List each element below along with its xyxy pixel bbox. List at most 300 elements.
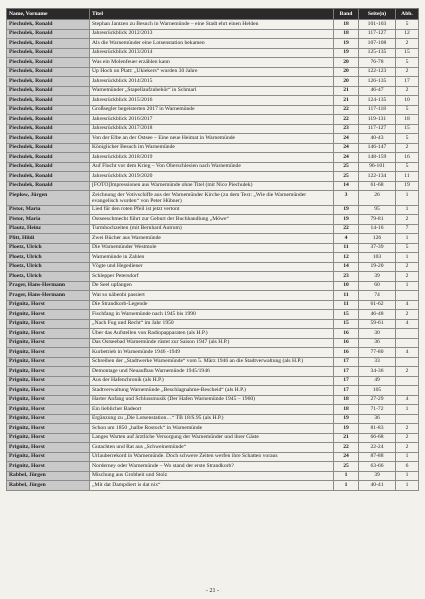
table-row (7, 153, 419, 163)
cell-title: Mischung aus Grobheit und Stolz (90, 471, 334, 481)
cell-figures: 2 (396, 443, 419, 453)
cell-author-name: Prignitz, Horst (7, 424, 90, 434)
cell-author-name: Piechulek, Ronald (7, 58, 90, 68)
cell-figures (396, 414, 419, 424)
cell-author-name: Piechulek, Ronald (7, 29, 90, 39)
cell-author-name: Prager, Hans-Hermann (7, 291, 90, 301)
cell-figures: 2 (396, 424, 419, 434)
cell-band: 24 (334, 452, 359, 462)
cell-band: 19 (334, 414, 359, 424)
cell-title: Jahresrückblick 2012/2013 (90, 29, 334, 39)
cell-figures: 5 (396, 105, 419, 115)
table-row (7, 77, 419, 87)
table-row (7, 357, 419, 367)
table-row (7, 172, 419, 182)
cell-figures (396, 386, 419, 396)
cell-figures (396, 338, 419, 348)
cell-author-name: Prignitz, Horst (7, 329, 90, 339)
table-row (7, 58, 419, 68)
cell-pages: 46-47 (359, 86, 396, 96)
cell-title: Die Strandkorb-Legende (90, 300, 334, 310)
cell-title: Warnemünder „Stapellaufzubehör“ in Schmarl (90, 86, 334, 96)
cell-band: 15 (334, 319, 359, 329)
cell-pages: 63-66 (359, 462, 396, 472)
cell-pages: 27-29 (359, 395, 396, 405)
cell-figures: 1 (396, 191, 419, 206)
cell-title: Ein lieblicher Badeort (90, 405, 334, 415)
table-row (7, 338, 419, 348)
cell-title: Lied für den roten Pfeil ist jetzt vertont (90, 205, 334, 215)
table-row (7, 319, 419, 329)
cell-title: Ostseeschmecht führt zur Geburt der Buchhandlung „Möwe“ (90, 215, 334, 225)
cell-figures: 18 (396, 115, 419, 125)
cell-figures: 5 (396, 243, 419, 253)
cell-pages: 74 (359, 291, 396, 301)
cell-title: Als die Warnemünder eine Lotsenstation bekamen (90, 39, 334, 49)
cell-pages: 126 (359, 234, 396, 244)
table-row (7, 181, 419, 191)
cell-author-name: Piechulek, Ronald (7, 153, 90, 163)
cell-pages: 30 (359, 329, 396, 339)
cell-band: 24 (334, 134, 359, 144)
cell-pages: 40-43 (359, 134, 396, 144)
cell-pages: 117-127 (359, 124, 396, 134)
cell-title: Jahresrückblick 2017/2018 (90, 124, 334, 134)
cell-pages: 96-101 (359, 162, 396, 172)
cell-title: Großsegler begeisterten 2017 in Warnemünde (90, 105, 334, 115)
cell-author-name: Prignitz, Horst (7, 367, 90, 377)
cell-title: Schreiben der „Stadtwerke Warnemünde“ vom 5. März 1946 an die Stadtverwaltung (als H.P.) (90, 357, 334, 367)
cell-band: 24 (334, 143, 359, 153)
table-row (7, 86, 419, 96)
cell-band: 11 (334, 291, 359, 301)
cell-pages: 40-41 (359, 481, 396, 491)
cell-title: „Nach Fug und Recht“ im Jahr 1950 (90, 319, 334, 329)
cell-title: Kurbetrieb in Warnemünde 1946 -1949 (90, 348, 334, 358)
cell-title: Jahresrückblick 2019/2020 (90, 172, 334, 182)
cell-pages: 34-36 (359, 367, 396, 377)
cell-figures: 2 (396, 39, 419, 49)
cell-figures: 1 (396, 205, 419, 215)
cell-title: [FOTO]Impressionen aus Warnemünde ohne Titel (mit Nico Piechulek) (90, 181, 334, 191)
table-row (7, 253, 419, 263)
cell-figures: 15 (396, 124, 419, 134)
header-figures: Abb. (396, 9, 419, 20)
table-row (7, 471, 419, 481)
cell-band: 25 (334, 162, 359, 172)
cell-band: 4 (334, 234, 359, 244)
cell-figures: 6 (396, 462, 419, 472)
cell-figures: 2 (396, 67, 419, 77)
table-row (7, 96, 419, 106)
cell-title: Aus der Hafenchronik (als H.P.) (90, 376, 334, 386)
cell-figures: 2 (396, 272, 419, 282)
cell-title: Schlepper Petersdorf (90, 272, 334, 282)
cell-band: 22 (334, 224, 359, 234)
cell-title: Vögte und Hegediener (90, 262, 334, 272)
cell-author-name: Piechulek, Ronald (7, 96, 90, 106)
cell-author-name: Prignitz, Horst (7, 386, 90, 396)
cell-band: 22 (334, 443, 359, 453)
table-row (7, 205, 419, 215)
cell-title: Turmhochzeiten (mit Bernhard Autrum) (90, 224, 334, 234)
table-row (7, 162, 419, 172)
cell-pages: 49 (359, 376, 396, 386)
table-row (7, 291, 419, 301)
cell-author-name: Prignitz, Horst (7, 414, 90, 424)
table-row (7, 262, 419, 272)
cell-author-name: Prignitz, Horst (7, 376, 90, 386)
cell-pages: 46-48 (359, 310, 396, 320)
cell-pages: 19-20 (359, 262, 396, 272)
cell-figures: 2 (396, 143, 419, 153)
cell-figures: 1 (396, 471, 419, 481)
cell-title: Langes Warten auf ärztliche Versorgung der Warnemünder und ihrer Gäste (90, 433, 334, 443)
table-row (7, 414, 419, 424)
author-index-table (6, 8, 419, 491)
cell-figures: 2 (396, 215, 419, 225)
table-row (7, 29, 419, 39)
cell-author-name: Prignitz, Horst (7, 452, 90, 462)
table-row (7, 481, 419, 491)
cell-figures: 2 (396, 86, 419, 96)
cell-pages: 71-72 (359, 405, 396, 415)
cell-band: 16 (334, 338, 359, 348)
cell-author-name: Pistor, Maria (7, 205, 90, 215)
cell-pages: 146-147 (359, 143, 396, 153)
cell-band: 12 (334, 253, 359, 263)
table-row (7, 105, 419, 115)
cell-author-name: Prignitz, Horst (7, 310, 90, 320)
table-row (7, 124, 419, 134)
cell-band: 10 (334, 281, 359, 291)
cell-title: De Seel upfangen (90, 281, 334, 291)
cell-author-name: Piechulek, Ronald (7, 172, 90, 182)
cell-band: 1 (334, 481, 359, 491)
cell-pages: 122-134 (359, 172, 396, 182)
cell-author-name: Ploetz, Ulrich (7, 272, 90, 282)
cell-figures: 2 (396, 262, 419, 272)
cell-figures: 19 (396, 181, 419, 191)
table-row (7, 386, 419, 396)
table-header-row (7, 9, 419, 20)
table-row (7, 191, 419, 206)
cell-author-name: Prignitz, Horst (7, 443, 90, 453)
cell-figures: 7 (396, 224, 419, 234)
cell-author-name: Piechulek, Ronald (7, 181, 90, 191)
cell-pages: 39 (359, 471, 396, 481)
cell-title: Demontage und Neuaufbau Warnemünde 1945/1946 (90, 367, 334, 377)
cell-pages: 36 (359, 414, 396, 424)
cell-author-name: Piechulek, Ronald (7, 77, 90, 87)
cell-band: 20 (334, 58, 359, 68)
cell-author-name: Prignitz, Horst (7, 405, 90, 415)
table-row (7, 300, 419, 310)
cell-figures: 16 (396, 153, 419, 163)
cell-author-name: Piechulek, Ronald (7, 115, 90, 125)
cell-author-name: Piechulek, Ronald (7, 67, 90, 77)
cell-band: 22 (334, 105, 359, 115)
table-body (7, 20, 419, 491)
cell-title: Norderney oder Warnemünde – Wo stand der erste Strandkorb? (90, 462, 334, 472)
table-row (7, 367, 419, 377)
cell-pages: 79-81 (359, 215, 396, 225)
cell-author-name: Ploetz, Ulrich (7, 253, 90, 263)
cell-pages: 66-68 (359, 433, 396, 443)
cell-figures: 4 (396, 348, 419, 358)
cell-band: 20 (334, 77, 359, 87)
cell-pages: 33 (359, 357, 396, 367)
table-row (7, 115, 419, 125)
cell-figures: 11 (396, 172, 419, 182)
cell-band: 25 (334, 172, 359, 182)
table-row (7, 134, 419, 144)
cell-title: Jahresrückblick 2014/2015 (90, 77, 334, 87)
cell-pages: 61-62 (359, 300, 396, 310)
cell-figures: 5 (396, 134, 419, 144)
table-row (7, 462, 419, 472)
cell-author-name: Prignitz, Horst (7, 357, 90, 367)
cell-pages: 37-39 (359, 243, 396, 253)
header-title: Titel (90, 9, 334, 20)
cell-author-name: Piechulek, Ronald (7, 39, 90, 49)
cell-author-name: Prignitz, Horst (7, 300, 90, 310)
cell-title: „Mit dat Dampdiert is dat nix“ (90, 481, 334, 491)
cell-author-name: Prignitz, Horst (7, 348, 90, 358)
cell-author-name: Plitt, Hildi (7, 234, 90, 244)
cell-pages: 103 (359, 253, 396, 263)
cell-author-name: Pieplow, Jürgen (7, 191, 90, 206)
cell-pages: 26 (359, 191, 396, 206)
cell-figures: 1 (396, 481, 419, 491)
cell-title: Stephan Jantzen zu Besuch in Warnemünde – eine Stadt ehrt einen Helden (90, 20, 334, 30)
cell-band: 18 (334, 405, 359, 415)
cell-band: 17 (334, 367, 359, 377)
cell-band: 18 (334, 395, 359, 405)
cell-band: 19 (334, 205, 359, 215)
cell-band: 3 (334, 191, 359, 206)
cell-author-name: Piechulek, Ronald (7, 20, 90, 30)
table-row (7, 310, 419, 320)
cell-figures (396, 357, 419, 367)
cell-pages: 59-61 (359, 319, 396, 329)
cell-pages: 148-159 (359, 153, 396, 163)
table-row (7, 452, 419, 462)
cell-figures: 4 (396, 300, 419, 310)
cell-band: 17 (334, 386, 359, 396)
table-row (7, 243, 419, 253)
cell-band: 23 (334, 124, 359, 134)
cell-pages: 81-83 (359, 424, 396, 434)
cell-figures (396, 329, 419, 339)
cell-band: 18 (334, 29, 359, 39)
cell-title: Königlicher Besuch im Warnemünde (90, 143, 334, 153)
cell-band: 19 (334, 48, 359, 58)
table-row (7, 348, 419, 358)
cell-title: Das Ostseebad Warnemünde rüstet zur Saison 1947 (als H.P.) (90, 338, 334, 348)
cell-figures: 15 (396, 48, 419, 58)
cell-band: 15 (334, 310, 359, 320)
cell-figures: 12 (396, 29, 419, 39)
cell-figures: 10 (396, 96, 419, 106)
cell-figures: 5 (396, 58, 419, 68)
cell-pages: 126-135 (359, 77, 396, 87)
cell-band: 17 (334, 357, 359, 367)
cell-author-name: Piechulek, Ronald (7, 86, 90, 96)
cell-figures: 2 (396, 310, 419, 320)
header-name: Name, Vorname (7, 9, 90, 20)
cell-band: 19 (334, 215, 359, 225)
cell-pages: 76-78 (359, 58, 396, 68)
cell-band: 11 (334, 300, 359, 310)
cell-author-name: Prager, Hans-Hermann (7, 281, 90, 291)
cell-author-name: Prignitz, Horst (7, 462, 90, 472)
cell-pages: 125-135 (359, 48, 396, 58)
cell-author-name: Prignitz, Horst (7, 319, 90, 329)
cell-author-name: Prignitz, Horst (7, 395, 90, 405)
cell-title: Jahresrückblick 2013/2014 (90, 48, 334, 58)
cell-band: 23 (334, 272, 359, 282)
cell-band: 17 (334, 376, 359, 386)
cell-pages: 119-131 (359, 115, 396, 125)
cell-band: 25 (334, 462, 359, 472)
cell-figures (396, 291, 419, 301)
cell-title: Schon um 1850 „halbe Rostock“ in Warnemünde (90, 424, 334, 434)
cell-title: Stadtverwaltung Warnemünde „Beschlagnahme-Bescheid“ (als H.P.) (90, 386, 334, 396)
cell-band: 21 (334, 96, 359, 106)
cell-band: 1 (334, 471, 359, 481)
cell-author-name: Prignitz, Horst (7, 433, 90, 443)
cell-pages: 61-68 (359, 181, 396, 191)
cell-pages: 14-16 (359, 224, 396, 234)
cell-band: 21 (334, 86, 359, 96)
table-row (7, 424, 419, 434)
cell-author-name: Piechulek, Ronald (7, 143, 90, 153)
cell-title: Warnemünde in Zahlen (90, 253, 334, 263)
cell-band: 19 (334, 424, 359, 434)
table-row (7, 272, 419, 282)
cell-figures: 4 (396, 319, 419, 329)
cell-title: Was ein Molenfeuer erzählen kann (90, 58, 334, 68)
cell-title: Wat so näbenbi passiert (90, 291, 334, 301)
cell-figures: 1 (396, 281, 419, 291)
cell-band: 24 (334, 153, 359, 163)
cell-title: Harter Anfang und Schlussmusik (Der Hafen Warnemünde 1945 – 1960) (90, 395, 334, 405)
table-row (7, 281, 419, 291)
table-row (7, 67, 419, 77)
cell-figures (396, 376, 419, 386)
cell-author-name: Piechulek, Ronald (7, 124, 90, 134)
cell-title: Up Hoch un Platt: „Ukiekers“ wurden 30 Jahre (90, 67, 334, 77)
cell-band: 14 (334, 181, 359, 191)
cell-pages: 105 (359, 386, 396, 396)
cell-author-name: Piechulek, Ronald (7, 48, 90, 58)
table-row (7, 443, 419, 453)
table-row (7, 224, 419, 234)
cell-pages: 124-135 (359, 96, 396, 106)
cell-figures: 2 (396, 433, 419, 443)
cell-band: 14 (334, 262, 359, 272)
cell-figures: 4 (396, 395, 419, 405)
cell-figures: 17 (396, 77, 419, 87)
cell-pages: 95 (359, 205, 396, 215)
cell-author-name: Ploetz, Ulrich (7, 243, 90, 253)
cell-pages: 39 (359, 272, 396, 282)
cell-band: 21 (334, 433, 359, 443)
cell-pages: 107-108 (359, 39, 396, 49)
cell-figures: 1 (396, 253, 419, 263)
cell-title: Urlauberrekord in Warnemünde. Doch schwere Zeiten werfen ihre Schatten voraus (90, 452, 334, 462)
cell-figures: 5 (396, 162, 419, 172)
cell-band: 20 (334, 67, 359, 77)
cell-author-name: Piechulek, Ronald (7, 134, 90, 144)
cell-title: Ergänzung zu „Die Lotsenstation…“ TB 18/S.95 (als H.P.) (90, 414, 334, 424)
table-row (7, 39, 419, 49)
cell-figures: 1 (396, 452, 419, 462)
cell-author-name: Rabbel, Jürgen (7, 471, 90, 481)
cell-figures: 5 (396, 20, 419, 30)
table-row (7, 48, 419, 58)
table-row (7, 433, 419, 443)
cell-author-name: Piechulek, Ronald (7, 105, 90, 115)
cell-author-name: Rabbel, Jürgen (7, 481, 90, 491)
cell-pages: 122-123 (359, 67, 396, 77)
cell-pages: 77-80 (359, 348, 396, 358)
cell-title: Fischfang in Warnemünde nach 1945 bis 1990 (90, 310, 334, 320)
cell-title: Gutachten und Rat aus „Schweinemünde“ (90, 443, 334, 453)
table-row (7, 20, 419, 30)
cell-pages: 60 (359, 281, 396, 291)
cell-title: Zeichnung der Votivschiffe aus der Warnemünder Kirche (zu dem Text: „Wie die Warnemünder evangelisch wurden“ von Peter Hübner) (90, 191, 334, 206)
cell-title: Die Warnemünder Westmole (90, 243, 334, 253)
cell-pages: 101-103 (359, 20, 396, 30)
cell-band: 22 (334, 115, 359, 125)
cell-band: 16 (334, 348, 359, 358)
cell-author-name: Piechulek, Ronald (7, 162, 90, 172)
cell-figures: 1 (396, 405, 419, 415)
page-number: - 21 - (206, 588, 219, 594)
cell-title: Auf Flucht vor dem Krieg – Von Oberschlesien nach Warnemünde (90, 162, 334, 172)
cell-author-name: Plautz, Heinz (7, 224, 90, 234)
cell-title: Von der Elbe an der Ostsee – Eine neue Heimat in Warnemünde (90, 134, 334, 144)
cell-pages: 117-118 (359, 105, 396, 115)
cell-title: Zwei Bücher aus Warnemünde (90, 234, 334, 244)
cell-title: Jahresrückblick 2016/2017 (90, 115, 334, 125)
cell-figures: 1 (396, 234, 419, 244)
cell-pages: 87-88 (359, 452, 396, 462)
cell-title: Jahresrückblick 2015/2016 (90, 96, 334, 106)
cell-pages: 22-24 (359, 443, 396, 453)
table-row (7, 143, 419, 153)
table-row (7, 215, 419, 225)
table-row (7, 376, 419, 386)
cell-band: 11 (334, 243, 359, 253)
cell-author-name: Pistor, Maria (7, 215, 90, 225)
header-pages: Seite(n) (359, 9, 396, 20)
cell-title: Jahresrückblick 2018/2019 (90, 153, 334, 163)
cell-band: 16 (334, 329, 359, 339)
table-row (7, 395, 419, 405)
cell-figures: 2 (396, 367, 419, 377)
cell-band: 18 (334, 20, 359, 30)
header-band: Band (334, 9, 359, 20)
cell-band: 19 (334, 39, 359, 49)
cell-author-name: Ploetz, Ulrich (7, 262, 90, 272)
table-row (7, 329, 419, 339)
table-row (7, 234, 419, 244)
cell-pages: 117-127 (359, 29, 396, 39)
cell-author-name: Prignitz, Horst (7, 338, 90, 348)
